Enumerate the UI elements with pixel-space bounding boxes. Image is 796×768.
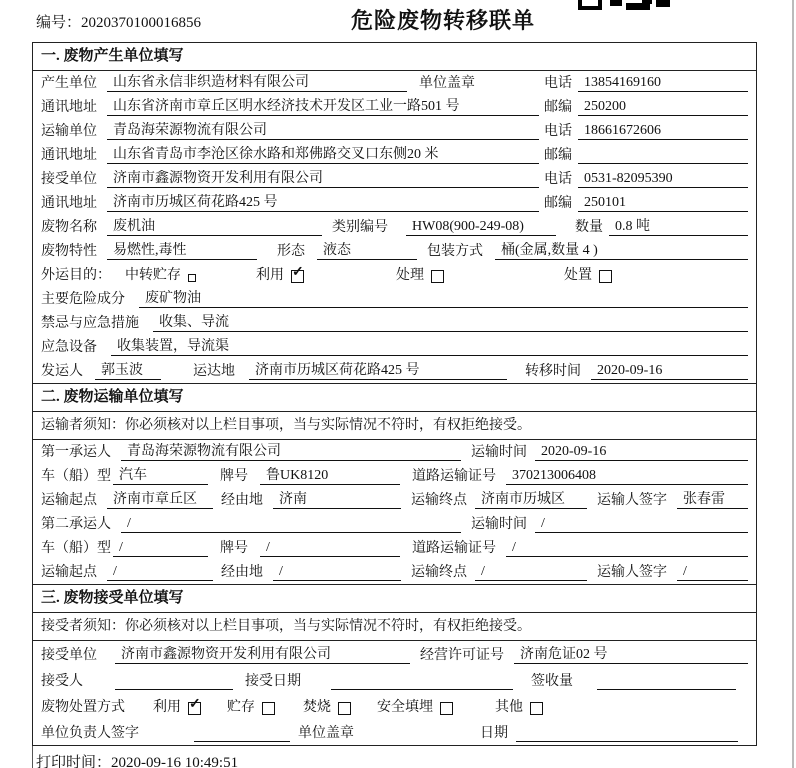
zip-label: 邮编 bbox=[544, 100, 572, 115]
via-label: 经由地 bbox=[221, 493, 263, 508]
phone-label: 电话 bbox=[544, 76, 572, 91]
accept-person-label: 接受人 bbox=[41, 674, 83, 689]
first-carrier-row bbox=[33, 440, 756, 464]
qr-block bbox=[642, 0, 652, 4]
section-receiver bbox=[33, 584, 756, 745]
transfer-time-label: 转移时间 bbox=[525, 364, 581, 379]
road-permit-value-2: / bbox=[506, 539, 748, 557]
transport-time-label: 运输时间 bbox=[471, 445, 527, 460]
taboo-value: 收集、导流 bbox=[153, 314, 748, 332]
qr-block bbox=[578, 0, 602, 10]
route-start-label: 运输起点 bbox=[41, 565, 97, 580]
producer-label: 产生单位 bbox=[41, 76, 97, 91]
disposal-option-store: 贮存 bbox=[227, 700, 255, 715]
disposal-option-other: 其他 bbox=[495, 700, 523, 715]
section-producer bbox=[33, 43, 756, 383]
dispatcher-label: 发运人 bbox=[41, 364, 83, 379]
carrier-signature-label: 运输人签字 bbox=[597, 493, 667, 508]
page-title: 危险废物转移联单 bbox=[350, 8, 536, 33]
received-qty-label: 签收量 bbox=[531, 674, 573, 689]
receiver-row bbox=[33, 167, 756, 191]
producer-value: 山东省永信非织造材料有限公司 bbox=[107, 74, 407, 92]
responsible-signature-value bbox=[194, 724, 290, 742]
disposal-option-landfill: 安全填埋 bbox=[377, 700, 433, 715]
section3-header: 三. 废物接受单位填写 bbox=[33, 585, 756, 613]
producer-address-row bbox=[33, 95, 756, 119]
transporter-value: 青岛海荣源物流有限公司 bbox=[107, 122, 539, 140]
route-end-value-2: / bbox=[475, 563, 587, 581]
via-label: 经由地 bbox=[221, 565, 263, 580]
producer-address-value: 山东省济南市章丘区明水经济技术开发区工业一路501 号 bbox=[107, 98, 539, 116]
second-route-row bbox=[33, 560, 756, 584]
road-permit-label: 道路运输证号 bbox=[412, 469, 496, 484]
transport-time-value: 2020-09-16 bbox=[535, 443, 748, 461]
disposal-store-checkbox[interactable] bbox=[262, 702, 275, 715]
emergency-equipment-row bbox=[33, 335, 756, 359]
transport-time-value-2: / bbox=[535, 515, 748, 533]
date-label: 日期 bbox=[480, 726, 508, 741]
accept-unit-row bbox=[33, 641, 756, 667]
purpose-transfer-storage-checkbox[interactable] bbox=[188, 274, 196, 282]
route-end-label: 运输终点 bbox=[411, 565, 467, 580]
phone-label: 电话 bbox=[544, 124, 572, 139]
carrier-signature-value: 张春雷 bbox=[677, 491, 748, 509]
plate-value: 鲁UK8120 bbox=[260, 467, 400, 485]
via-value: 济南 bbox=[273, 491, 401, 509]
destination-label: 运达地 bbox=[193, 364, 235, 379]
packaging-value: 桶(金属,数量 4 ) bbox=[495, 242, 748, 260]
check-mark: ✓ bbox=[292, 265, 304, 280]
disposal-other-checkbox[interactable] bbox=[530, 702, 543, 715]
date-value bbox=[516, 724, 738, 742]
print-time bbox=[36, 751, 238, 768]
accept-date-value bbox=[331, 672, 513, 690]
section2-header: 二. 废物运输单位填写 bbox=[33, 384, 756, 412]
first-carrier-value: 青岛海荣源物流有限公司 bbox=[121, 443, 461, 461]
waste-traits-label: 废物特性 bbox=[41, 244, 97, 259]
waste-name-label: 废物名称 bbox=[41, 220, 97, 235]
unit-seal-label: 单位盖章 bbox=[298, 726, 354, 741]
plate-value-2: / bbox=[260, 539, 400, 557]
qr-code-fragment-icon bbox=[578, 0, 670, 10]
accept-person-value bbox=[115, 672, 233, 690]
receiver-notice: 接受者须知：你必须核对以上栏目事项，当与实际情况不符时，有权拒绝接受。 bbox=[33, 613, 756, 641]
transporter-notice: 运输者须知：你必须核对以上栏目事项，当与实际情况不符时，有权拒绝接受。 bbox=[33, 412, 756, 440]
producer-zip-value: 250200 bbox=[578, 98, 748, 116]
plate-label: 牌号 bbox=[220, 541, 248, 556]
address-label: 通讯地址 bbox=[41, 196, 97, 211]
dispatcher-value: 郭玉波 bbox=[95, 362, 161, 380]
second-vehicle-row bbox=[33, 536, 756, 560]
route-start-value: 济南市章丘区 bbox=[107, 491, 213, 509]
accept-unit-label: 接受单位 bbox=[41, 648, 97, 663]
dispatch-row bbox=[33, 359, 756, 383]
section1-header: 一. 废物产生单位填写 bbox=[33, 43, 756, 71]
transport-time-label: 运输时间 bbox=[471, 517, 527, 532]
transporter-address-row bbox=[33, 143, 756, 167]
second-carrier-label: 第二承运人 bbox=[41, 517, 111, 532]
disposal-option-utilize: 利用 bbox=[153, 700, 181, 715]
plate-label: 牌号 bbox=[220, 469, 248, 484]
receiver-label: 接受单位 bbox=[41, 172, 97, 187]
via-value-2: / bbox=[273, 563, 401, 581]
section-transporter bbox=[33, 383, 756, 584]
transfer-time-value: 2020-09-16 bbox=[591, 362, 748, 380]
zip-label: 邮编 bbox=[544, 148, 572, 163]
purpose-option-treat: 处理 bbox=[396, 268, 424, 283]
address-label: 通讯地址 bbox=[41, 100, 97, 115]
waste-name-value: 废机油 bbox=[107, 218, 322, 236]
disposal-utilize-checkbox[interactable] bbox=[188, 697, 201, 715]
purpose-dispose-checkbox[interactable] bbox=[599, 270, 612, 283]
hazard-components-row bbox=[33, 287, 756, 311]
taboo-measures-row bbox=[33, 311, 756, 335]
phone-label: 电话 bbox=[544, 172, 572, 187]
destination-value: 济南市历城区荷花路425 号 bbox=[249, 362, 507, 380]
category-code-label: 类别编号 bbox=[332, 220, 388, 235]
responsible-signature-label: 单位负责人签字 bbox=[41, 726, 139, 741]
receiver-address-value: 济南市历城区荷花路425 号 bbox=[107, 194, 539, 212]
producer-phone-value: 13854169160 bbox=[578, 74, 748, 92]
qr-block bbox=[610, 0, 622, 6]
page-right-edge bbox=[792, 0, 794, 768]
second-carrier-value: / bbox=[121, 515, 461, 533]
receiver-value: 济南市鑫源物资开发利用有限公司 bbox=[107, 170, 539, 188]
vehicle-type-value: 汽车 bbox=[113, 467, 208, 485]
equipment-value: 收集装置，导流渠 bbox=[111, 338, 748, 356]
disposal-method-row bbox=[33, 693, 756, 719]
category-code-value: HW08(900-249-08) bbox=[406, 218, 556, 236]
purpose-treat-checkbox[interactable] bbox=[431, 270, 444, 283]
license-label: 经营许可证号 bbox=[420, 648, 504, 663]
carrier-signature-label: 运输人签字 bbox=[597, 565, 667, 580]
responsible-signature-row bbox=[33, 719, 756, 745]
received-qty-value bbox=[597, 672, 736, 690]
waste-traits-value: 易燃性,毒性 bbox=[107, 242, 257, 260]
disposal-option-incinerate: 焚烧 bbox=[303, 700, 331, 715]
vehicle-type-value-2: / bbox=[113, 539, 208, 557]
taboo-label: 禁忌与应急措施 bbox=[41, 316, 139, 331]
first-vehicle-row bbox=[33, 464, 756, 488]
purpose-option-dispose: 处置 bbox=[564, 268, 592, 283]
receiver-phone-value: 0531-82095390 bbox=[578, 170, 748, 188]
hazard-label: 主要危险成分 bbox=[41, 292, 125, 307]
vehicle-type-label: 车（船）型 bbox=[41, 541, 111, 556]
route-end-value: 济南市历城区 bbox=[475, 491, 587, 509]
print-time-label: 打印时间： bbox=[36, 755, 112, 768]
receiver-zip-value: 250101 bbox=[578, 194, 748, 212]
transporter-row bbox=[33, 119, 756, 143]
road-permit-value: 370213006408 bbox=[506, 467, 748, 485]
transporter-phone-value: 18661672606 bbox=[578, 122, 748, 140]
quantity-value: 0.8 吨 bbox=[609, 218, 748, 236]
first-route-row bbox=[33, 488, 756, 512]
carrier-signature-value-2: / bbox=[677, 563, 748, 581]
check-mark: ✓ bbox=[189, 697, 201, 712]
form-label: 形态 bbox=[277, 244, 305, 259]
transporter-zip-value bbox=[578, 146, 748, 164]
disposal-method-label: 废物处置方式 bbox=[41, 700, 125, 715]
purpose-utilize-checkbox[interactable] bbox=[291, 265, 304, 283]
manifest-table bbox=[32, 42, 757, 746]
hazard-value: 废矿物油 bbox=[139, 290, 748, 308]
unit-seal-label: 单位盖章 bbox=[419, 76, 475, 91]
serial-number bbox=[36, 11, 201, 32]
second-carrier-row bbox=[33, 512, 756, 536]
serial-label: 编号： bbox=[36, 15, 82, 31]
address-label: 通讯地址 bbox=[41, 148, 97, 163]
purpose-option-transfer-storage: 中转贮存 bbox=[125, 268, 181, 283]
route-start-value-2: / bbox=[107, 563, 213, 581]
qr-block bbox=[656, 0, 670, 7]
quantity-label: 数量 bbox=[575, 220, 603, 235]
first-carrier-label: 第一承运人 bbox=[41, 445, 111, 460]
form-value: 液态 bbox=[317, 242, 417, 260]
serial-value: 2020370100016856 bbox=[81, 15, 202, 31]
producer-row bbox=[33, 71, 756, 95]
transporter-label: 运输单位 bbox=[41, 124, 97, 139]
accept-unit-value: 济南市鑫源物资开发利用有限公司 bbox=[115, 646, 410, 664]
qr-block bbox=[626, 3, 650, 10]
equipment-label: 应急设备 bbox=[41, 340, 97, 355]
disposal-landfill-checkbox[interactable] bbox=[440, 702, 453, 715]
left-border-stub bbox=[32, 746, 33, 768]
disposal-incinerate-checkbox[interactable] bbox=[338, 702, 351, 715]
packaging-label: 包装方式 bbox=[427, 244, 483, 259]
route-end-label: 运输终点 bbox=[411, 493, 467, 508]
zip-label: 邮编 bbox=[544, 196, 572, 211]
purpose-label: 外运目的： bbox=[41, 268, 111, 283]
accept-date-label: 接受日期 bbox=[245, 674, 301, 689]
license-value: 济南危证02 号 bbox=[514, 646, 748, 664]
transfer-purpose-row bbox=[33, 263, 756, 287]
route-start-label: 运输起点 bbox=[41, 493, 97, 508]
waste-name-row bbox=[33, 215, 756, 239]
purpose-option-utilize: 利用 bbox=[256, 268, 284, 283]
transporter-address-value: 山东省青岛市李沧区徐水路和郑佛路交叉口东侧20 米 bbox=[107, 146, 539, 164]
receiver-address-row bbox=[33, 191, 756, 215]
vehicle-type-label: 车（船）型 bbox=[41, 469, 111, 484]
road-permit-label: 道路运输证号 bbox=[412, 541, 496, 556]
waste-traits-row bbox=[33, 239, 756, 263]
print-time-value: 2020-09-16 10:49:51 bbox=[111, 755, 239, 768]
accept-person-row bbox=[33, 667, 756, 693]
